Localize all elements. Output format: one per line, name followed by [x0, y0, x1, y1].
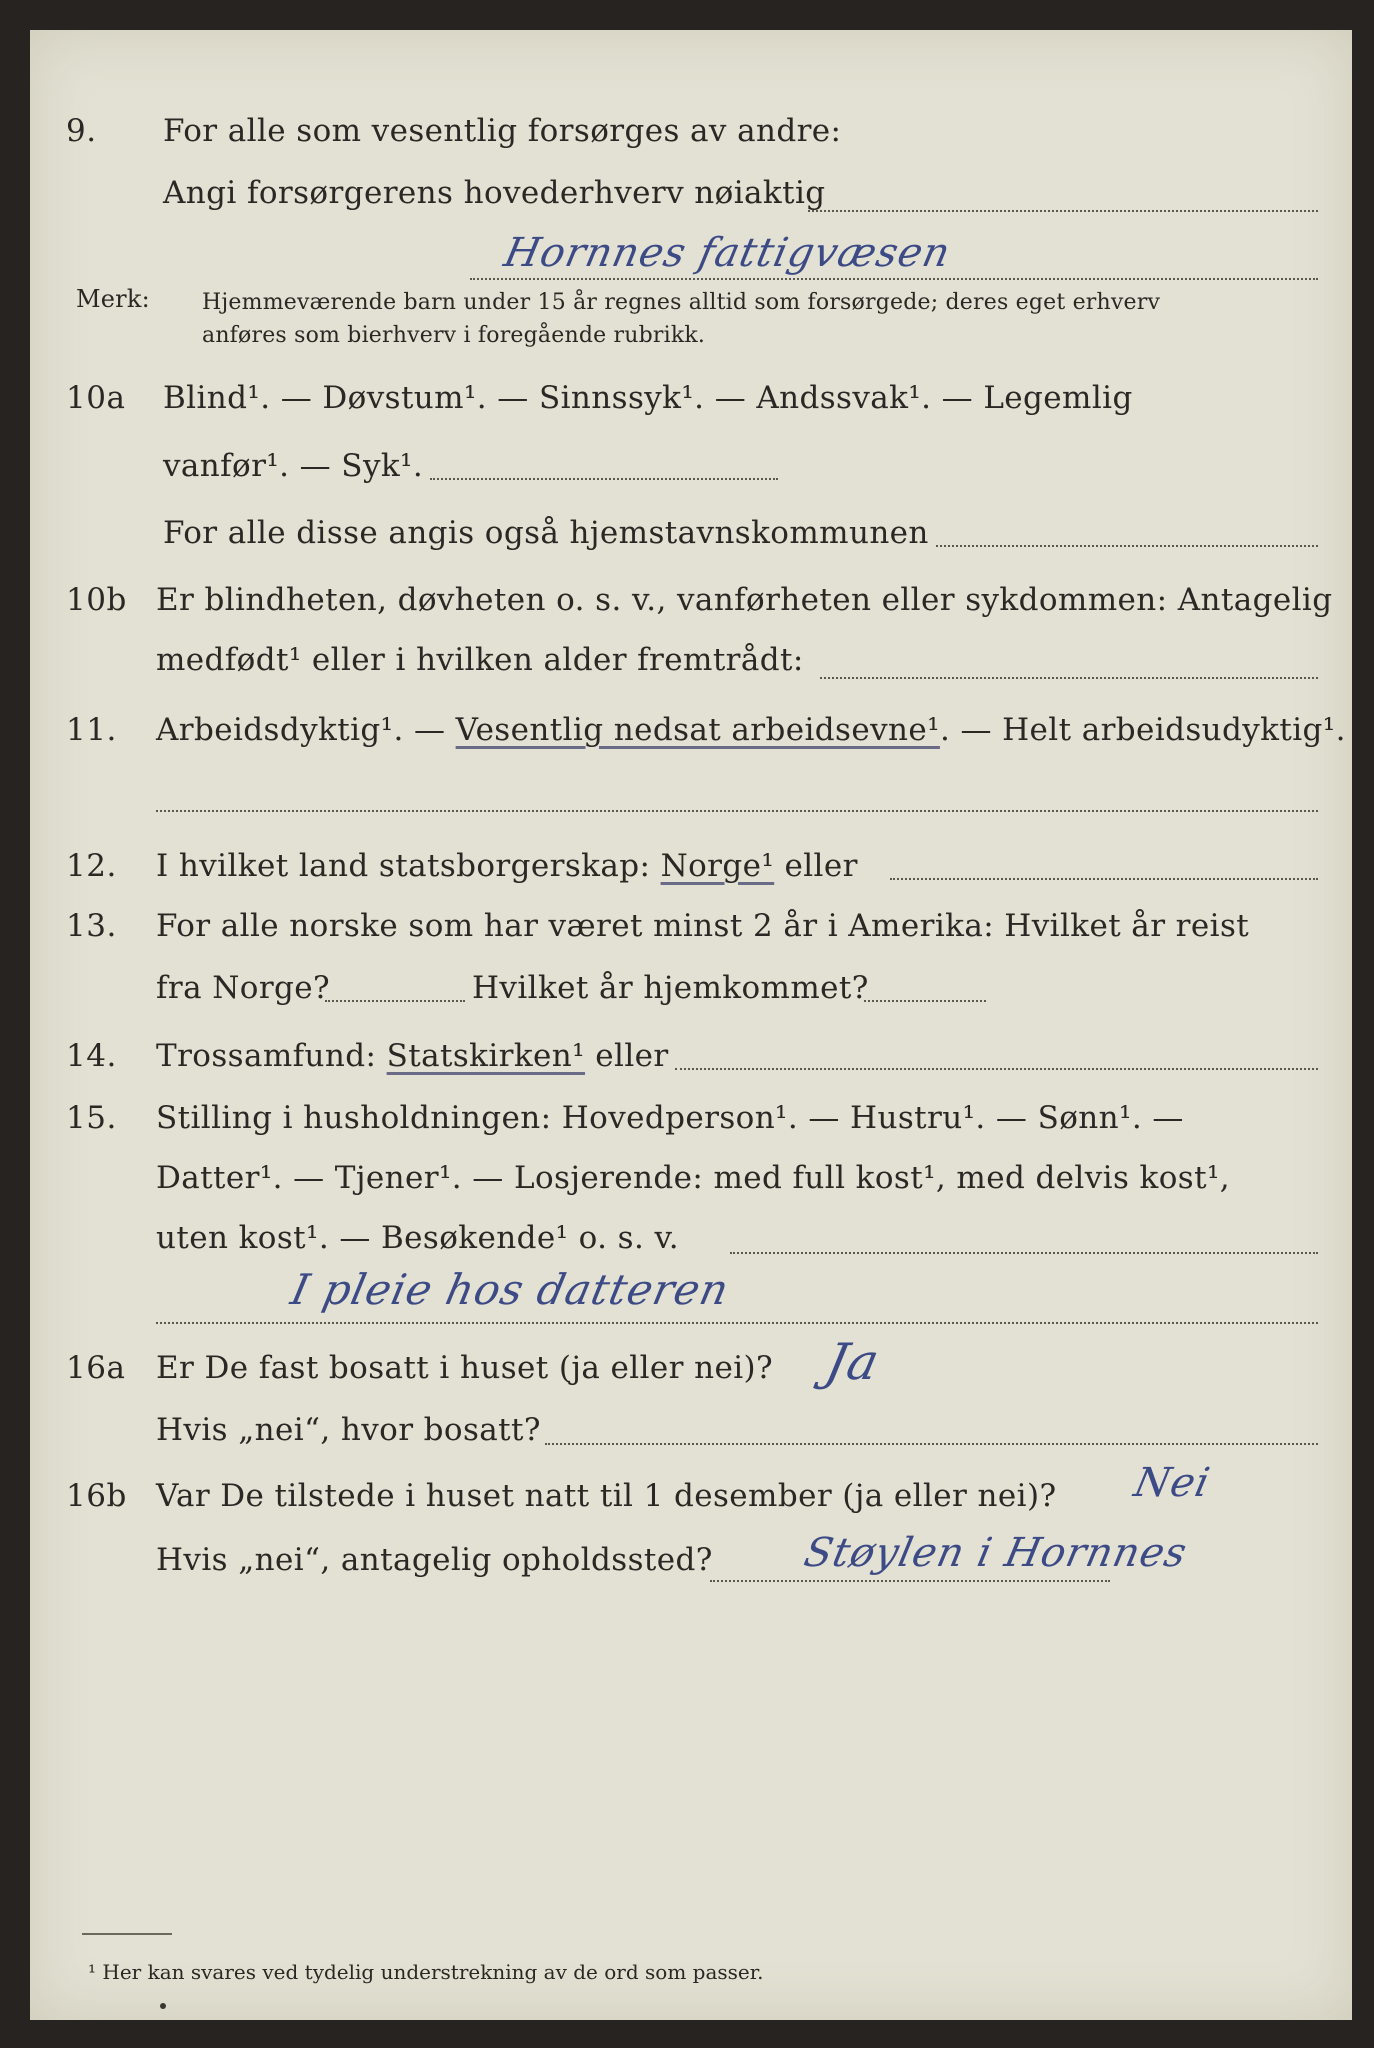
- census-form-page: [30, 30, 1352, 2020]
- item-15-number: 15.: [66, 1100, 117, 1136]
- option-statskirken-underlined: Statskirken¹: [386, 1038, 585, 1074]
- item-16b-line-2: Hvis „nei“, antagelig opholdssted?: [156, 1542, 713, 1578]
- item-11-options: [156, 712, 1346, 748]
- item-13-line-1: For alle norske som har været minst 2 år i Amerika: Hvilket år reist: [156, 908, 1250, 944]
- answer-line: [156, 1322, 1318, 1324]
- answer-line: [675, 1068, 1318, 1070]
- item-16a-line-1: Er De fast bosatt i huset (ja eller nei)?: [156, 1350, 774, 1386]
- item-13-number: 13.: [66, 908, 117, 944]
- option-arbeidsdyktig: Arbeidsdyktig¹. —: [156, 712, 456, 748]
- item-14-question: [156, 1038, 669, 1074]
- answer-line: [470, 278, 1318, 280]
- item-10b-line-1: Er blindheten, døvheten o. s. v., vanførheten eller sykdommen: Antagelig: [156, 582, 1333, 618]
- item-10b-line-2: medfødt¹ eller i hvilken alder fremtrådt:: [156, 642, 804, 678]
- item-16a-number: 16a: [66, 1350, 126, 1386]
- item-16b-number: 16b: [66, 1478, 127, 1514]
- item-14-number: 14.: [66, 1038, 117, 1074]
- item-16b-handwritten-answer-1: Nei: [1130, 1460, 1215, 1506]
- item-15-line-1: Stilling i husholdningen: Hovedperson¹. — Hustru¹. — Sønn¹. —: [156, 1100, 1184, 1136]
- note-line-1: Hjemmeværende barn under 15 år regnes alltid som forsørgede; deres eget erhverv: [202, 290, 1161, 315]
- note-line-2: anføres som bierhverv i foregående rubrikk.: [202, 323, 706, 348]
- answer-line: [545, 1443, 1318, 1445]
- item-9-number: 9.: [66, 113, 97, 149]
- option-helt-arbeidsudyktig: . — Helt arbeidsudyktig¹.: [939, 712, 1346, 748]
- answer-line: [936, 545, 1318, 547]
- item-9-instruction: Angi forsørgerens hovederhverv nøiaktig: [163, 175, 826, 211]
- item-9-handwritten-answer: Hornnes fattigvæsen: [500, 230, 955, 276]
- answer-line: [890, 878, 1318, 880]
- item-10a-number: 10a: [66, 380, 126, 416]
- answer-line: [325, 1000, 465, 1002]
- item-12-label: I hvilket land statsborgerskap:: [156, 848, 661, 884]
- item-9-question: For alle som vesentlig forsørges av andre:: [163, 113, 842, 149]
- item-10b-number: 10b: [66, 582, 127, 618]
- answer-line: [710, 1580, 1110, 1582]
- item-14-label: Trossamfund:: [156, 1038, 387, 1074]
- footnote-rule: [82, 1933, 172, 1935]
- ink-dot: [160, 2003, 166, 2009]
- answer-line: [730, 1252, 1318, 1254]
- item-15-handwritten-answer: I pleie hos datteren: [286, 1265, 734, 1314]
- item-15-line-2: Datter¹. — Tjener¹. — Losjerende: med full kost¹, med delvis kost¹,: [156, 1160, 1231, 1196]
- item-10a-line-2: vanfør¹. — Syk¹.: [163, 448, 424, 484]
- item-16a-handwritten-answer: Ja: [820, 1333, 886, 1391]
- item-11-number: 11.: [66, 712, 117, 748]
- item-16a-line-2: Hvis „nei“, hvor bosatt?: [156, 1412, 541, 1448]
- note-label: Merk:: [76, 285, 150, 313]
- item-10a-line-3: For alle disse angis også hjemstavnskommunen: [163, 515, 929, 551]
- item-13-line-2b: Hvilket år hjemkommet?: [472, 970, 869, 1006]
- answer-line: [156, 810, 1318, 812]
- item-12-question: [156, 848, 858, 884]
- option-vesentlig-nedsat-underlined: Vesentlig nedsat arbeidsevne¹: [455, 712, 940, 748]
- answer-line: [820, 677, 1318, 679]
- item-16b-line-1: Var De tilstede i huset natt til 1 desember (ja eller nei)?: [156, 1478, 1057, 1514]
- footnote: ¹ Her kan svares ved tydelig understrekning av de ord som passer.: [88, 1960, 764, 1984]
- answer-line: [430, 478, 778, 480]
- item-13-line-2a: fra Norge?: [156, 970, 331, 1006]
- option-norge-underlined: Norge¹: [660, 848, 775, 884]
- answer-line: [864, 1000, 986, 1002]
- item-12-eller: eller: [774, 848, 858, 884]
- answer-line: [808, 210, 1318, 212]
- item-10a-line-1: Blind¹. — Døvstum¹. — Sinnssyk¹. — Andssvak¹. — Legemlig: [163, 380, 1133, 416]
- item-16b-handwritten-answer-2: Støylen i Hornnes: [800, 1530, 1192, 1576]
- item-15-line-3: uten kost¹. — Besøkende¹ o. s. v.: [156, 1220, 679, 1256]
- item-14-eller: eller: [585, 1038, 669, 1074]
- item-12-number: 12.: [66, 848, 117, 884]
